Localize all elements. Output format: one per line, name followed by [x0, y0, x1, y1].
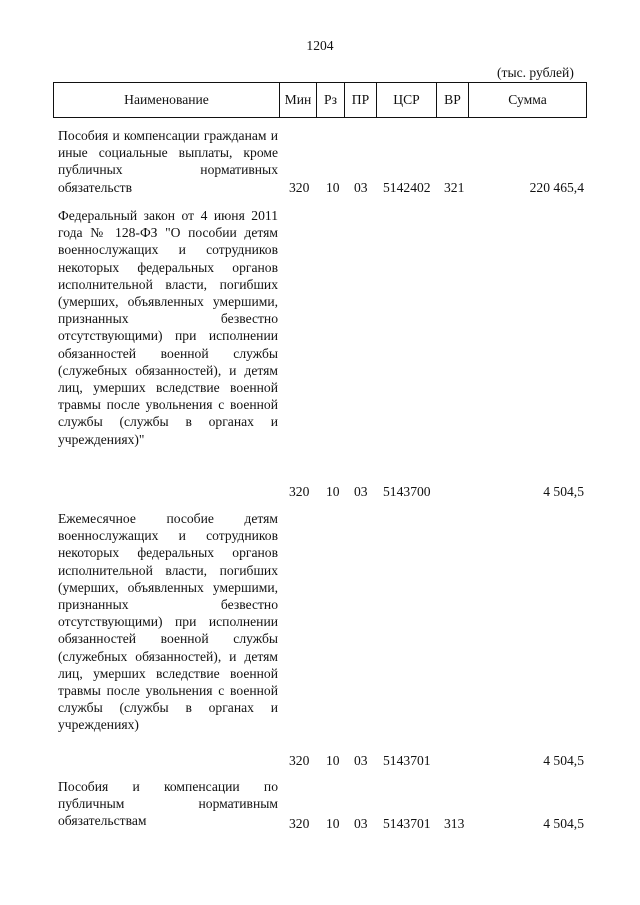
row-rz: 10 — [326, 484, 340, 499]
row-rz: 10 — [326, 753, 340, 768]
row-csr: 5142402 — [383, 180, 431, 195]
row-csr: 5143700 — [383, 484, 431, 499]
row-name: Федеральный закон от 4 июня 2011 года № 128-ФЗ "О пособии детям военнослужащих и сотрудников некоторых федеральных органов исполнительной власти, погибших (умерших, объявленных умершими, признанных безвестно отсутствующими) при исполнении обязанностей военной службы (служебных обязанностей), и детям лиц, умерших вследствие военной травмы после увольнения с военной службы (службы в органах и учреждениях)" — [58, 208, 278, 447]
column-header-csr: ЦСР — [377, 83, 437, 118]
column-header-sum: Сумма — [469, 83, 587, 118]
row-pr: 03 — [354, 753, 368, 768]
row-sum: 4 504,5 — [543, 816, 584, 831]
column-header-rz: Рз — [317, 83, 345, 118]
row-pr: 03 — [354, 180, 368, 195]
row-min: 320 — [289, 753, 310, 768]
row-rz: 10 — [326, 816, 340, 831]
page-number: 1204 — [306, 38, 334, 53]
row-pr: 03 — [354, 816, 368, 831]
row-sum: 220 465,4 — [529, 180, 584, 195]
table-header — [53, 82, 587, 118]
units-label: (тыс. рублей) — [497, 65, 574, 80]
row-min: 320 — [289, 180, 310, 195]
row-name: Пособия и компенсации гражданам и иные социальные выплаты, кроме публичных нормативных обязательств — [58, 128, 278, 195]
column-header-name: Наименование — [54, 83, 280, 118]
row-csr: 5143701 — [383, 816, 431, 831]
row-pr: 03 — [354, 484, 368, 499]
row-vr: 313 — [444, 816, 465, 831]
row-name: Пособия и компенсации по публичным нормативным обязательствам — [58, 779, 278, 829]
column-header-pr: ПР — [345, 83, 377, 118]
column-header-min: Мин — [280, 83, 317, 118]
column-header-vr: ВР — [437, 83, 469, 118]
row-min: 320 — [289, 816, 310, 831]
row-rz: 10 — [326, 180, 340, 195]
row-min: 320 — [289, 484, 310, 499]
row-csr: 5143701 — [383, 753, 431, 768]
row-sum: 4 504,5 — [543, 753, 584, 768]
row-vr: 321 — [444, 180, 465, 195]
row-sum: 4 504,5 — [543, 484, 584, 499]
row-name: Ежемесячное пособие детям военнослужащих и сотрудников некоторых федеральных органов исполнительной власти, погибших (умерших, объявленных умершими, признанных безвестно отсутствующими) при исполнении обязанностей военной службы (служебных обязанностей), и детям лиц, умерших вследствие военной травмы после увольнения с военной службы (службы в органах и учреждениях) — [58, 511, 278, 733]
